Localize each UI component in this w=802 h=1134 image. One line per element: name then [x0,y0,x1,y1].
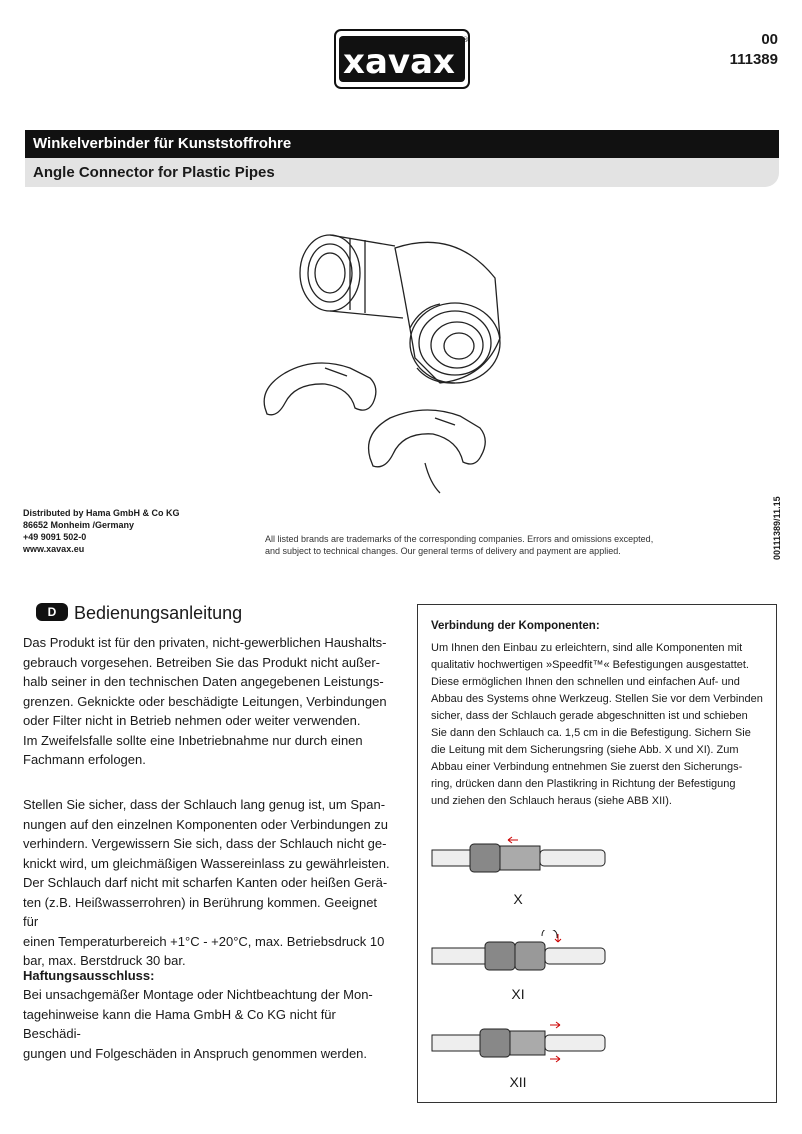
svg-text:®: ® [462,36,469,44]
paragraph-liability [23,985,391,1063]
text-line: bar, max. Berstdruck 30 bar. [23,953,186,968]
title-german: Winkelverbinder für Kunststoffrohre [25,130,779,158]
text-line: oder Filter nicht in Betrieb nehmen oder weiter verwenden. [23,713,361,728]
figure-x-illustration [430,830,610,880]
box-instructions [431,640,769,810]
liability-heading: Haftungsausschluss: [23,968,155,983]
text-line: ten (z.B. Heißwasserrohren) in Berührung kommen. Geeignet für [23,894,378,929]
distributor-line-3: +49 9091 502-0 [23,532,87,542]
text-line: Um Ihnen den Einbau zu erleichtern, sind alle Komponenten mit [431,642,743,654]
language-badge: D [36,603,68,621]
code-line-1: 00 [761,31,778,48]
figure-xi-label: XI [511,986,525,1002]
text-line: Der Schlauch darf nicht mit scharfen Kanten oder heißen Gerä- [23,875,388,890]
legal-notice [265,533,653,557]
text-line: die Leitung mit dem Sicherungsring (siehe Abb. X und XI). Zum [431,744,739,756]
text-line: ring, drücken dann den Plastikring in Richtung der Befestigung [431,778,736,790]
text-line: Diese ermöglichen Ihnen den schnellen und einfachen Auf- und [431,676,740,688]
paragraph-hose-safety [23,795,391,971]
distributor-line-4: www.xavax.eu [23,544,85,554]
figure-xii-label: XII [509,1074,527,1090]
text-line: Das Produkt ist für den privaten, nicht-gewerblichen Haushalts- [23,635,387,650]
text-line: knickt wird, um gleichmäßigen Wassereinlass zu gewährleisten. [23,855,390,871]
text-line: Stellen Sie sicher, dass der Schlauch lang genug ist, um Span- [23,797,386,812]
text-line: Fachmann erfologen. [23,752,146,767]
distributor-block [23,507,180,555]
text-line: einen Temperaturbereich +1°C - +20°C, max. Betriebsdruck 10 [23,933,385,949]
distributor-line-2: 86652 Monheim /Germany [23,520,135,530]
text-line: gungen und Folgeschäden in Anspruch genommen werden. [23,1045,368,1061]
text-line: Abbau einer Verbindung entnehmen Sie zuerst den Sicherungs- [431,761,743,773]
legal-line-2: and subject to technical changes. Our general terms of delivery and payment are applied. [265,546,621,556]
section-title: Bedienungsanleitung [74,603,243,623]
text-line: Sie dann den Schlauch ca. 1,5 cm in die Befestigung. Sichern Sie [431,727,751,739]
text-line: Bei unsachgemäßer Montage oder Nichtbeachtung der Mon- [23,987,373,1002]
distributor-line-1: Distributed by Hama GmbH & Co KG [23,508,180,518]
xavax-logo [333,28,471,90]
text-line: verhindern. Vergewissern Sie sich, dass der Schlauch nicht ge- [23,836,387,851]
vertical-article-code: 00111389/11.15 [772,496,782,560]
figure-xi-illustration [430,930,610,980]
figure-xii-illustration [430,1017,610,1067]
title-english: Angle Connector for Plastic Pipes [25,158,779,187]
text-line: sicher, dass der Schlauch gerade abgeschnitten ist und schieben [431,710,748,722]
code-line-2: 111389 [729,51,778,68]
text-line: qualitativ hochwertigen »Speedfit™« Befestigungen ausgestattet. [431,659,749,671]
paragraph-intended-use [23,633,391,770]
text-line: Abbau des Systems ohne Werkzeug. Stellen Sie vor dem Verbinden [431,693,763,705]
text-line: halb seiner in den technischen Daten angegebenen Leistungs- [23,674,384,689]
brand-text: xavax [343,42,455,82]
article-code [730,30,778,70]
legal-line-1: All listed brands are trademarks of the corresponding companies. Errors and omissions excepted, [265,534,654,544]
box-title: Verbindung der Komponenten: [431,620,600,632]
text-line: grenzen. Geknickte oder beschädigte Leitungen, Verbindungen [23,693,387,709]
text-line: gebrauch vorgesehen. Betreiben Sie das Produkt nicht außer- [23,654,380,670]
text-line: nungen auf den einzelnen Komponenten oder Verbindungen zu [23,816,389,832]
text-line: und ziehen den Schlauch heraus (siehe ABB XII). [431,795,672,807]
figure-x-label: X [513,891,523,907]
product-illustration [255,218,515,503]
text-line: tagehinweise kann die Hama GmbH & Co KG nicht für Beschädi- [23,1006,336,1041]
text-line: Im Zweifelsfalle sollte eine Inbetriebnahme nur durch einen [23,732,363,748]
